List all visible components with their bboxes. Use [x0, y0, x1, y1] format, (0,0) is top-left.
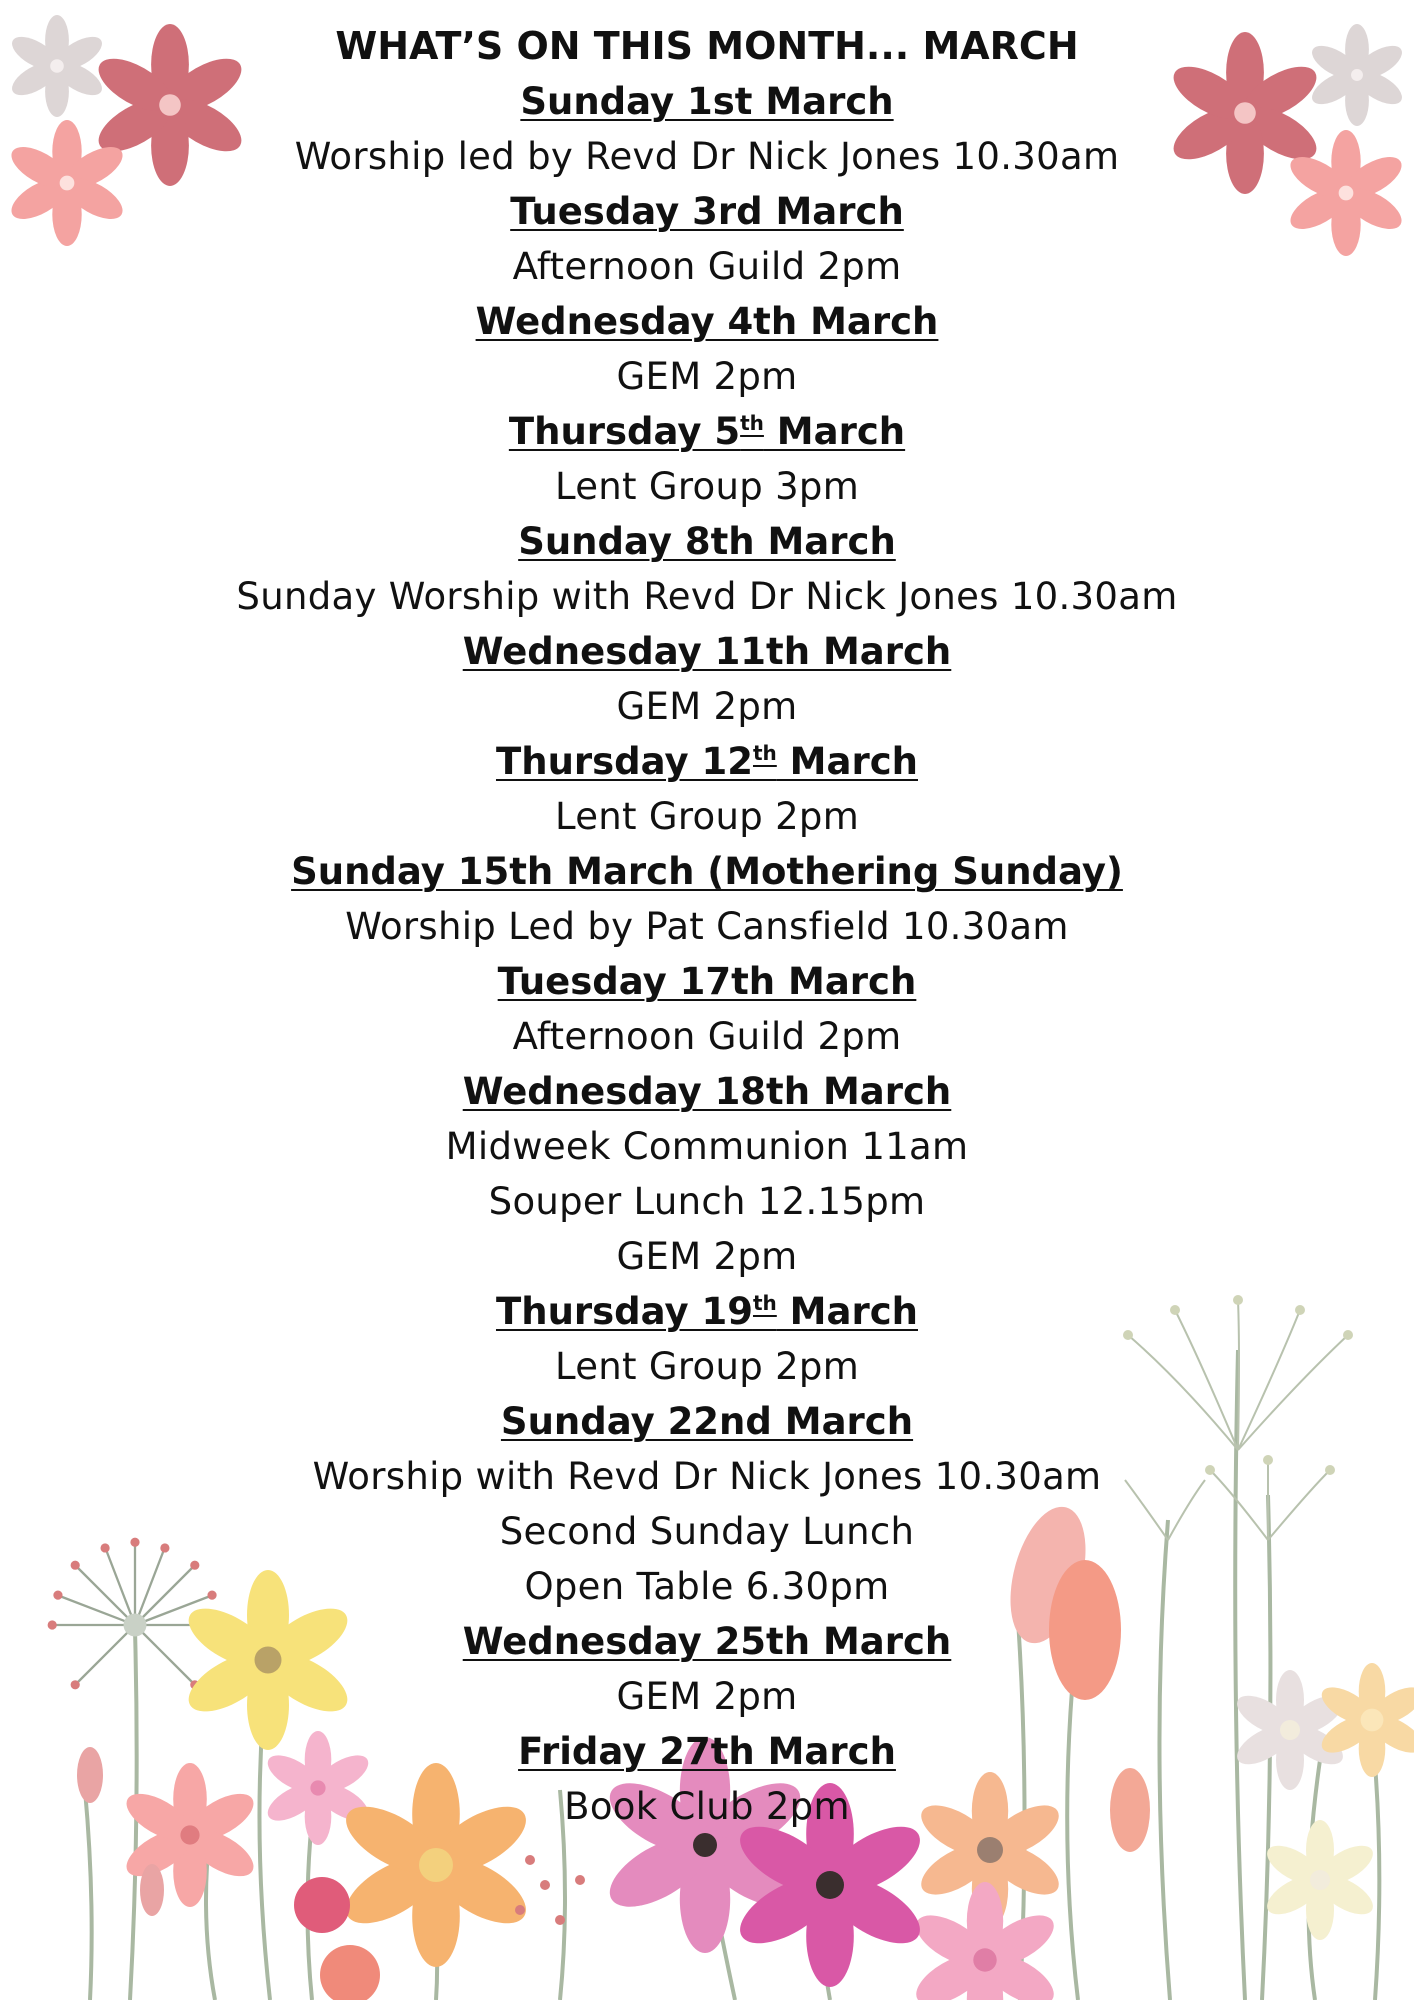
event-item: GEM 2pm — [616, 1235, 798, 1278]
event-day-heading — [0, 734, 1414, 789]
event-item: Sunday Worship with Revd Dr Nick Jones 10.30am — [236, 575, 1178, 618]
event-day-heading: Tuesday 17th March — [497, 960, 917, 1003]
event-item: Worship with Revd Dr Nick Jones 10.30am — [312, 1455, 1102, 1498]
page-title: WHAT’S ON THIS MONTH... MARCH — [335, 24, 1079, 68]
event-item: GEM 2pm — [616, 685, 798, 728]
event-item: Lent Group 3pm — [554, 465, 860, 508]
event-item: Worship led by Revd Dr Nick Jones 10.30am — [294, 135, 1120, 178]
event-day-heading: Sunday 22nd March — [500, 1400, 914, 1443]
event-day-heading-main: Thursday 12 — [495, 740, 753, 783]
event-item: Midweek Communion 11am — [445, 1125, 969, 1168]
event-day-heading-month: March — [776, 1290, 918, 1333]
event-item: Worship Led by Pat Cansfield 10.30am — [345, 905, 1069, 948]
ordinal-suffix: th — [740, 411, 764, 435]
event-item: GEM 2pm — [616, 1675, 798, 1718]
event-day-heading — [0, 404, 1414, 459]
event-day-heading: Wednesday 18th March — [462, 1070, 952, 1113]
event-day-heading: Sunday 8th March — [518, 520, 896, 563]
event-day-heading: Sunday 1st March — [520, 80, 894, 123]
event-day-heading — [0, 1284, 1414, 1339]
event-day-heading-main: Thursday 19 — [495, 1290, 753, 1333]
event-item: Open Table 6.30pm — [524, 1565, 890, 1608]
event-item: Book Club 2pm — [564, 1785, 850, 1828]
event-day-heading: Wednesday 4th March — [475, 300, 939, 343]
event-item: Second Sunday Lunch — [499, 1510, 915, 1553]
event-day-heading: Friday 27th March — [518, 1730, 896, 1773]
event-item: Afternoon Guild 2pm — [512, 1015, 902, 1058]
event-day-heading: Sunday 15th March (Mothering Sunday) — [291, 850, 1123, 893]
event-item: Lent Group 2pm — [554, 1345, 860, 1388]
event-day-heading: Tuesday 3rd March — [510, 190, 904, 233]
event-item: Afternoon Guild 2pm — [512, 245, 902, 288]
event-day-heading-month: March — [763, 410, 906, 453]
event-item: Souper Lunch 12.15pm — [488, 1180, 926, 1223]
ordinal-suffix: th — [752, 741, 777, 765]
event-item: GEM 2pm — [616, 355, 798, 398]
event-day-heading-main: Thursday 5 — [508, 410, 741, 453]
event-day-heading: Wednesday 25th March — [462, 1620, 952, 1663]
event-day-heading: Wednesday 11th March — [462, 630, 952, 673]
event-item: Lent Group 2pm — [554, 795, 860, 838]
event-day-heading-month: March — [776, 740, 918, 783]
ordinal-suffix: th — [752, 1291, 777, 1315]
events-list — [0, 18, 1414, 1834]
